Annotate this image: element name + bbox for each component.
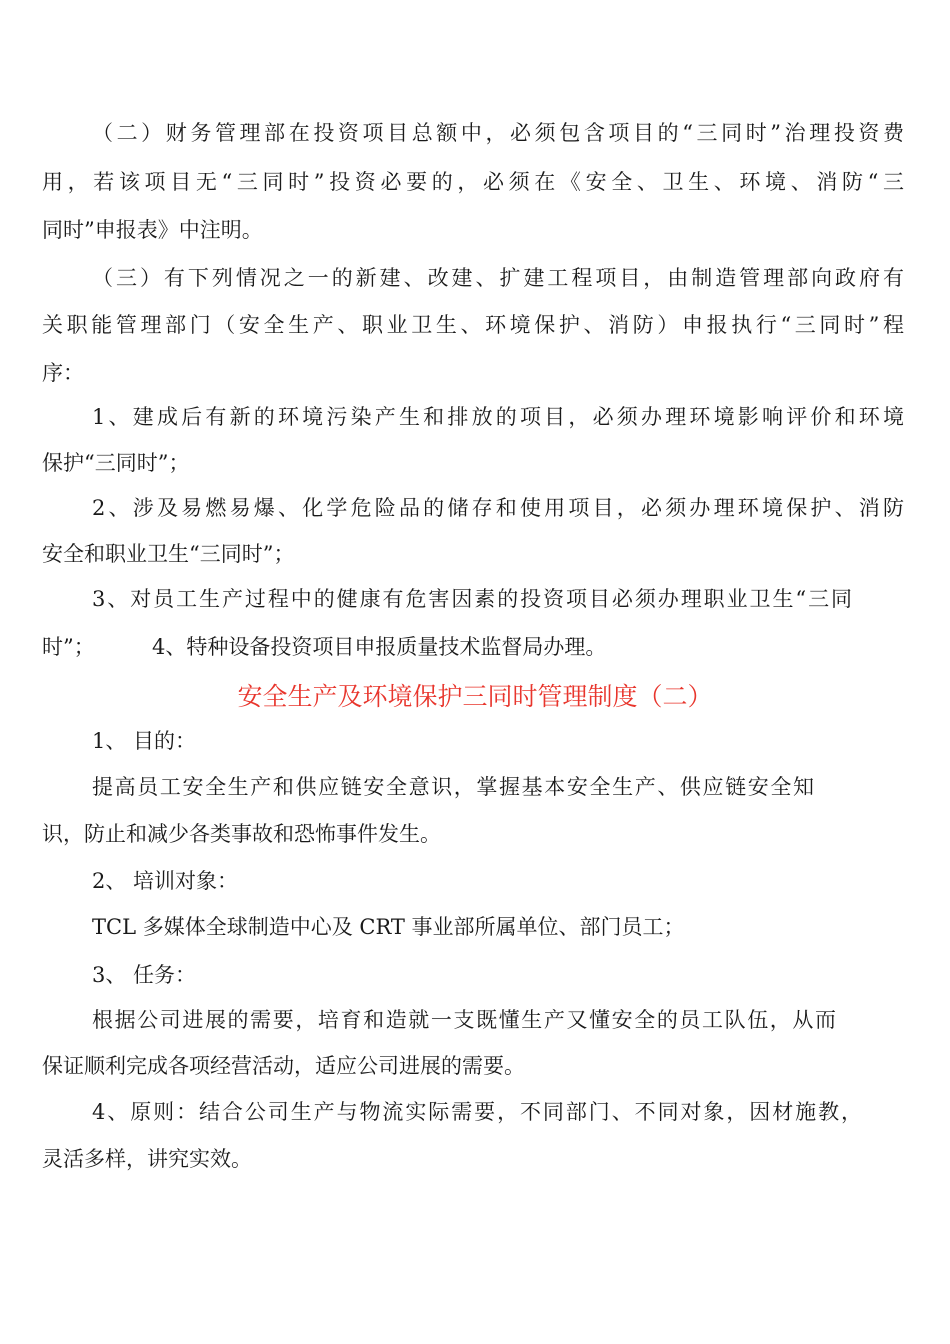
- training-target-text: TCL 多媒体全球制造中心及 CRT 事业部所属单位、部门员工；: [92, 915, 685, 939]
- item-one-line-1: 1、建成后有新的环境污染产生和排放的项目，必须办理环境影响评价和环境: [92, 405, 904, 429]
- item-four: 4、特种设备投资项目申报质量技术监督局办理。: [152, 635, 607, 659]
- paragraph-two-line-3: 同时”申报表》中注明。: [42, 218, 263, 242]
- item-two-line-2: 安全和职业卫生“三同时”；: [42, 542, 295, 566]
- paragraph-two-line-2: 用，若该项目无“三同时”投资必要的，必须在《安全、卫生、环境、消防“三: [42, 170, 904, 194]
- section-title: 安全生产及环境保护三同时管理制度（二）: [237, 682, 713, 711]
- purpose-text-line-1: 提高员工安全生产和供应链安全意识，掌握基本安全生产、供应链安全知: [92, 775, 814, 799]
- paragraph-three-line-2: 关职能管理部门（安全生产、职业卫生、环境保护、消防）申报执行“三同时”程: [42, 313, 904, 337]
- item-three-line-2: 时”；: [42, 635, 95, 659]
- purpose-text-line-2: 识，防止和减少各类事故和恐怖事件发生。: [42, 822, 441, 846]
- paragraph-three-line-1: （三）有下列情况之一的新建、改建、扩建工程项目，由制造管理部向政府有: [92, 266, 904, 290]
- item-three-line-1: 3、对员工生产过程中的健康有危害因素的投资项目必须办理职业卫生“三同: [92, 587, 852, 611]
- heading-task: 3、 任务：: [92, 963, 197, 987]
- heading-training-target: 2、 培训对象：: [92, 869, 239, 893]
- heading-purpose: 1、 目的：: [92, 729, 197, 753]
- item-two-line-1: 2、涉及易燃易爆、化学危险品的储存和使用项目，必须办理环境保护、消防: [92, 496, 904, 520]
- principle-text-line-2: 灵活多样，讲究实效。: [42, 1147, 252, 1171]
- paragraph-three-line-3: 序：: [42, 361, 84, 385]
- task-text-line-1: 根据公司进展的需要，培育和造就一支既懂生产又懂安全的员工队伍，从而: [92, 1008, 836, 1032]
- item-one-line-2: 保护“三同时”；: [42, 451, 190, 475]
- principle-text-line-1: 4、原则：结合公司生产与物流实际需要，不同部门、不同对象，因材施教，: [92, 1100, 862, 1124]
- paragraph-two-line-1: （二）财务管理部在投资项目总额中，必须包含项目的“三同时”治理投资费: [92, 121, 904, 145]
- task-text-line-2: 保证顺利完成各项经营活动，适应公司进展的需要。: [42, 1054, 525, 1078]
